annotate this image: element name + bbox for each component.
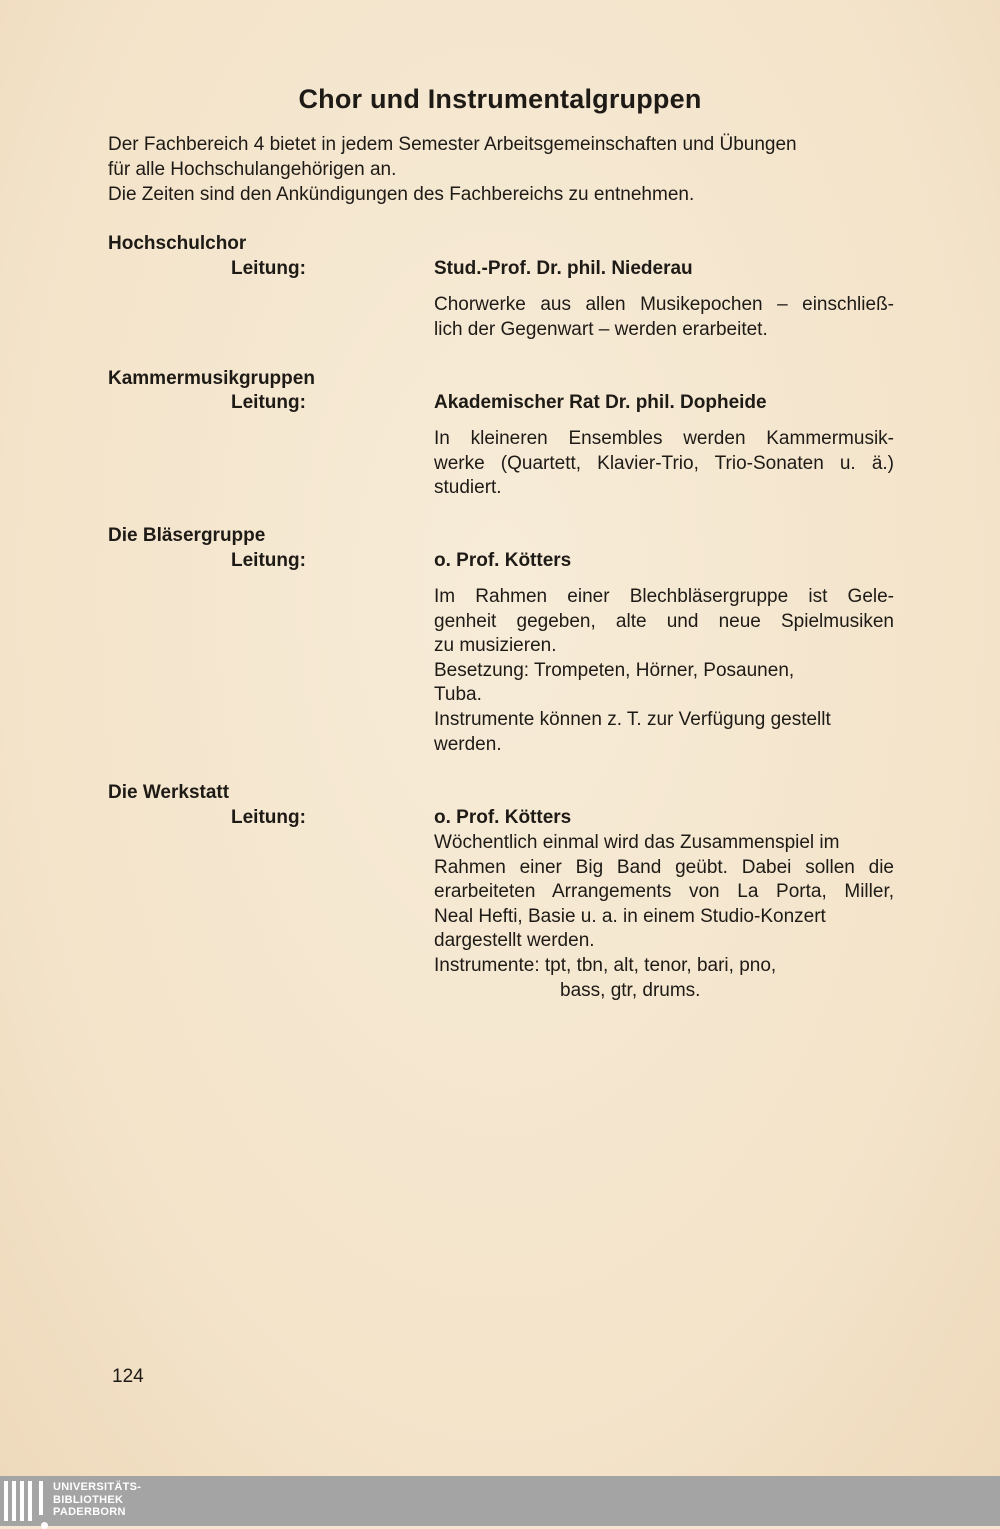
intro-paragraph — [108, 133, 908, 207]
description-line: Rahmen einer Big Band geübt. Dabei sollen die — [434, 856, 894, 878]
intro-line: Der Fachbereich 4 bietet in jedem Semester Arbeitsgemeinschaften und Übungen — [108, 134, 797, 155]
description-line: Im Rahmen einer Blechbläsergruppe ist Gele- — [434, 586, 894, 607]
section-description — [434, 831, 894, 1003]
description-line: Tuba. — [434, 684, 482, 706]
leitung-label: Leitung: — [231, 550, 306, 571]
description-line: erarbeiteten Arrangements von La Porta, Miller, — [434, 881, 894, 903]
leitung-name: o. Prof. Kötters — [434, 807, 572, 828]
description-line: Neal Hefti, Basie u. a. in einem Studio-Konzert — [434, 905, 826, 927]
description-line: Wöchentlich einmal wird das Zusammenspiel im — [434, 832, 840, 853]
logo-line: PADERBORN — [53, 1506, 126, 1518]
section-title-blaesergruppe: Die Bläsergruppe — [108, 525, 266, 546]
library-footer-bar — [0, 1476, 1000, 1526]
page-number: 124 — [112, 1366, 144, 1387]
description-line: Instrumente: tpt, tbn, alt, tenor, bari, pno, — [434, 954, 777, 976]
description-line: Chorwerke aus allen Musikepochen – einschließ- — [434, 294, 894, 315]
leitung-label: Leitung: — [231, 807, 306, 828]
leitung-label: Leitung: — [231, 258, 306, 279]
description-line: studiert. — [434, 477, 502, 499]
section-description — [434, 427, 894, 501]
leitung-name: Stud.-Prof. Dr. phil. Niederau — [434, 258, 693, 279]
section-title-kammermusikgruppen: Kammermusikgruppen — [108, 368, 315, 389]
library-logo-text — [53, 1481, 141, 1519]
leitung-name: Akademischer Rat Dr. phil. Dopheide — [434, 392, 767, 413]
leitung-name: o. Prof. Kötters — [434, 550, 572, 571]
description-line: lich der Gegenwart – werden erarbeitet. — [434, 318, 768, 340]
intro-line: Die Zeiten sind den Ankündigungen des Fachbereichs zu entnehmen. — [108, 183, 695, 205]
description-line: Instrumente können z. T. zur Verfügung gestellt — [434, 708, 831, 730]
description-line: Besetzung: Trompeten, Hörner, Posaunen, — [434, 659, 795, 681]
description-line: zu musizieren. — [434, 635, 557, 657]
section-title-hochschulchor: Hochschulchor — [108, 233, 247, 254]
section-title-werkstatt: Die Werkstatt — [108, 782, 230, 803]
description-line: werke (Quartett, Klavier-Trio, Trio-Sonaten u. ä.) — [434, 452, 894, 474]
library-logo-icon — [4, 1481, 48, 1521]
description-line: In kleineren Ensembles werden Kammermusik- — [434, 428, 894, 449]
description-line: dargestellt werden. — [434, 930, 595, 952]
section-description — [434, 585, 894, 757]
description-line: bass, gtr, drums. — [560, 979, 701, 1001]
intro-line: für alle Hochschulangehörigen an. — [108, 158, 397, 180]
description-line: genheit gegeben, alte und neue Spielmusiken — [434, 610, 894, 632]
description-line: werden. — [434, 733, 502, 755]
page-title: Chor und Instrumentalgruppen — [298, 84, 702, 114]
section-description — [434, 293, 894, 342]
logo-line: UNIVERSITÄTS- — [53, 1481, 142, 1493]
logo-line: BIBLIOTHEK — [53, 1493, 124, 1506]
leitung-label: Leitung: — [231, 392, 306, 413]
